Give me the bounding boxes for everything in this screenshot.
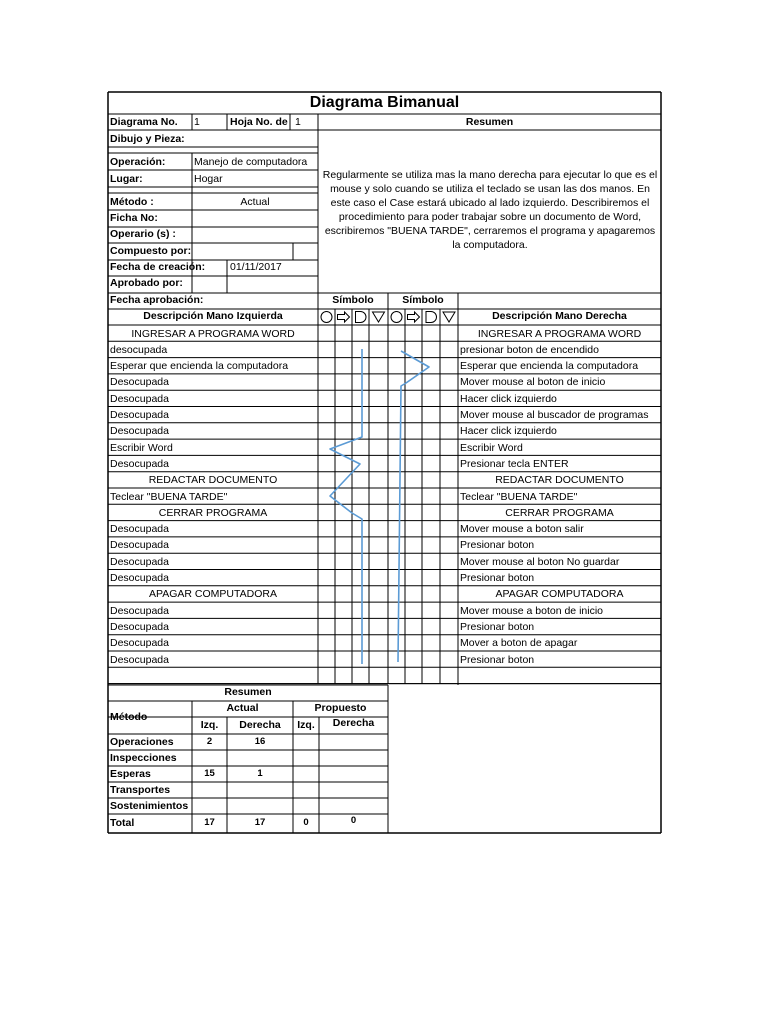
- delay-d-icon-left: [356, 312, 367, 323]
- summary-actual-label: Actual: [226, 702, 259, 714]
- left-hand-activity: Desocupada: [110, 637, 169, 650]
- right-hand-activity: Presionar boton: [460, 572, 535, 584]
- fecha-creacion-label: Fecha de creación:: [110, 261, 206, 273]
- left-hand-activity: Desocupada: [110, 523, 169, 536]
- propuesto-der-value: 0: [350, 815, 357, 826]
- left-hand-activity: Desocupada: [110, 572, 169, 584]
- right-hand-activity: Hacer click izquierdo: [460, 392, 557, 405]
- left-hand-activity: Esperar que encienda la computadora: [110, 360, 289, 373]
- diagrama-label: Diagrama No.: [110, 116, 178, 128]
- simbolo-right-header: Símbolo: [402, 294, 444, 306]
- summary-row-label: Inspecciones: [110, 752, 177, 764]
- left-hand-activity: Escribir Word: [110, 441, 173, 454]
- diagrama-value: 1: [194, 116, 200, 128]
- desc-right-header: Descripción Mano Derecha: [492, 310, 627, 322]
- hoja-label: Hoja No. de: [230, 116, 288, 128]
- summary-row-label: Operaciones: [110, 736, 174, 748]
- right-hand-activity: Mover a boton de apagar: [460, 637, 578, 650]
- left-hand-activity: Desocupada: [110, 376, 169, 389]
- right-hand-activity: Mover mouse a boton salir: [460, 523, 584, 536]
- right-hand-flow-line: [398, 351, 429, 662]
- operacion-label: Operación:: [110, 156, 166, 168]
- dibujo-label: Dibujo y Pieza:: [110, 133, 185, 145]
- simbolo-left-header: Símbolo: [332, 294, 374, 306]
- right-hand-activity: Teclear "BUENA TARDE": [460, 490, 578, 503]
- right-hand-activity: Presionar tecla ENTER: [460, 457, 569, 470]
- left-hand-activity: Desocupada: [110, 555, 169, 568]
- right-hand-activity: Esperar que encienda la computadora: [460, 360, 639, 373]
- hoja-value: 1: [295, 116, 301, 128]
- operation-circle-icon-right: [391, 312, 402, 323]
- summary-propuesto-label: Propuesto: [314, 702, 367, 714]
- actual-der-value: 16: [254, 736, 266, 747]
- left-hand-activity: Desocupada: [110, 604, 169, 617]
- right-hand-activity: Mover mouse al buscador de programas: [460, 409, 649, 421]
- left-hand-activity: INGRESAR A PROGRAMA WORD: [131, 327, 295, 340]
- left-hand-activity: Desocupada: [110, 457, 169, 470]
- propuesto-izq-value: 0: [303, 817, 309, 828]
- right-hand-activity: Presionar boton: [460, 653, 535, 666]
- right-hand-activity: CERRAR PROGRAMA: [505, 506, 614, 519]
- transport-arrow-icon-left: [338, 312, 350, 322]
- actual-izq-value: 15: [204, 768, 215, 779]
- right-hand-activity: APAGAR COMPUTADORA: [495, 588, 624, 601]
- transport-arrow-icon-right: [408, 312, 420, 322]
- operation-circle-icon-left: [321, 312, 332, 323]
- summary-derecha-label: Derecha: [239, 719, 281, 731]
- right-hand-activity: INGRESAR A PROGRAMA WORD: [477, 327, 642, 340]
- desc-left-header: Descripción Mano Izquierda: [143, 310, 283, 322]
- lugar-value: Hogar: [194, 173, 223, 185]
- summary-derecha-label-2: Derecha: [332, 717, 375, 729]
- left-hand-activity: APAGAR COMPUTADORA: [149, 588, 277, 601]
- left-hand-activity: Desocupada: [110, 392, 169, 405]
- right-hand-activity: Mover mouse al boton de inicio: [460, 376, 606, 389]
- left-hand-activity: Desocupada: [110, 620, 169, 633]
- left-hand-activity: Teclear "BUENA TARDE": [110, 490, 228, 503]
- actual-der-value: 17: [254, 817, 266, 828]
- left-hand-activity: Desocupada: [110, 425, 169, 438]
- left-hand-activity: REDACTAR DOCUMENTO: [148, 474, 278, 487]
- storage-triangle-icon-left: [373, 312, 385, 322]
- summary-row-label: Sostenimientos: [110, 800, 189, 812]
- summary-izq-label: Izq.: [200, 719, 219, 731]
- right-hand-activity: Escribir Word: [460, 441, 523, 454]
- summary-description: Regularmente se utiliza mas la mano derecha para ejecutar lo que es el mouse y solo cuando se utiliza el teclado se usan las dos manos. En este caso el Case estará ubicado al lado izquierdo. Describiremos el procedimiento para poder trabajar sobre un documento de Word, escribiremos "BUENA TARDE", cerraremos el programa y apagaremos la computadora.: [322, 169, 658, 251]
- left-hand-activity: CERRAR PROGRAMA: [158, 506, 268, 519]
- actual-izq-value: 2: [206, 736, 213, 747]
- left-hand-activity: Desocupada: [110, 409, 169, 421]
- fecha-aprobacion-label: Fecha aprobación:: [110, 294, 204, 306]
- operario-label: Operario (s) :: [110, 228, 176, 240]
- storage-triangle-icon-right: [443, 312, 455, 322]
- left-hand-activity: Desocupada: [110, 539, 169, 552]
- summary-row-label: Transportes: [110, 784, 171, 796]
- delay-d-icon-right: [426, 312, 437, 323]
- summary-title: Resumen: [224, 686, 272, 698]
- page-title: Diagrama Bimanual: [309, 94, 460, 111]
- summary-metodo-label: Método: [110, 711, 148, 723]
- right-hand-activity: presionar boton de encendido: [460, 343, 599, 356]
- right-hand-activity: REDACTAR DOCUMENTO: [495, 474, 624, 487]
- compuesto-label: Compuesto por:: [110, 245, 192, 257]
- right-hand-activity: Mover mouse al boton No guardar: [460, 555, 620, 568]
- actual-der-value: 1: [257, 768, 263, 779]
- metodo-value: Actual: [240, 196, 270, 208]
- right-hand-activity: Mover mouse a boton de inicio: [460, 604, 603, 617]
- left-hand-activity: Desocupada: [110, 653, 169, 666]
- right-hand-activity: Presionar boton: [460, 539, 535, 552]
- right-hand-activity: Presionar boton: [460, 620, 535, 633]
- actual-izq-value: 17: [204, 817, 215, 828]
- resumen-header: Resumen: [465, 116, 514, 128]
- ficha-label: Ficha No:: [110, 212, 158, 224]
- left-hand-activity: desocupada: [110, 343, 168, 356]
- fecha-creacion-value: 01/11/2017: [230, 261, 282, 273]
- operacion-value: Manejo de computadora: [194, 156, 308, 168]
- lugar-label: Lugar:: [110, 173, 143, 185]
- right-hand-activity: Hacer click izquierdo: [460, 425, 557, 438]
- summary-row-label: Total: [110, 817, 135, 829]
- summary-izq-label-2: Izq.: [297, 719, 315, 731]
- aprobado-label: Aprobado por:: [110, 277, 183, 289]
- summary-row-label: Esperas: [110, 768, 151, 780]
- metodo-label: Método :: [110, 196, 154, 208]
